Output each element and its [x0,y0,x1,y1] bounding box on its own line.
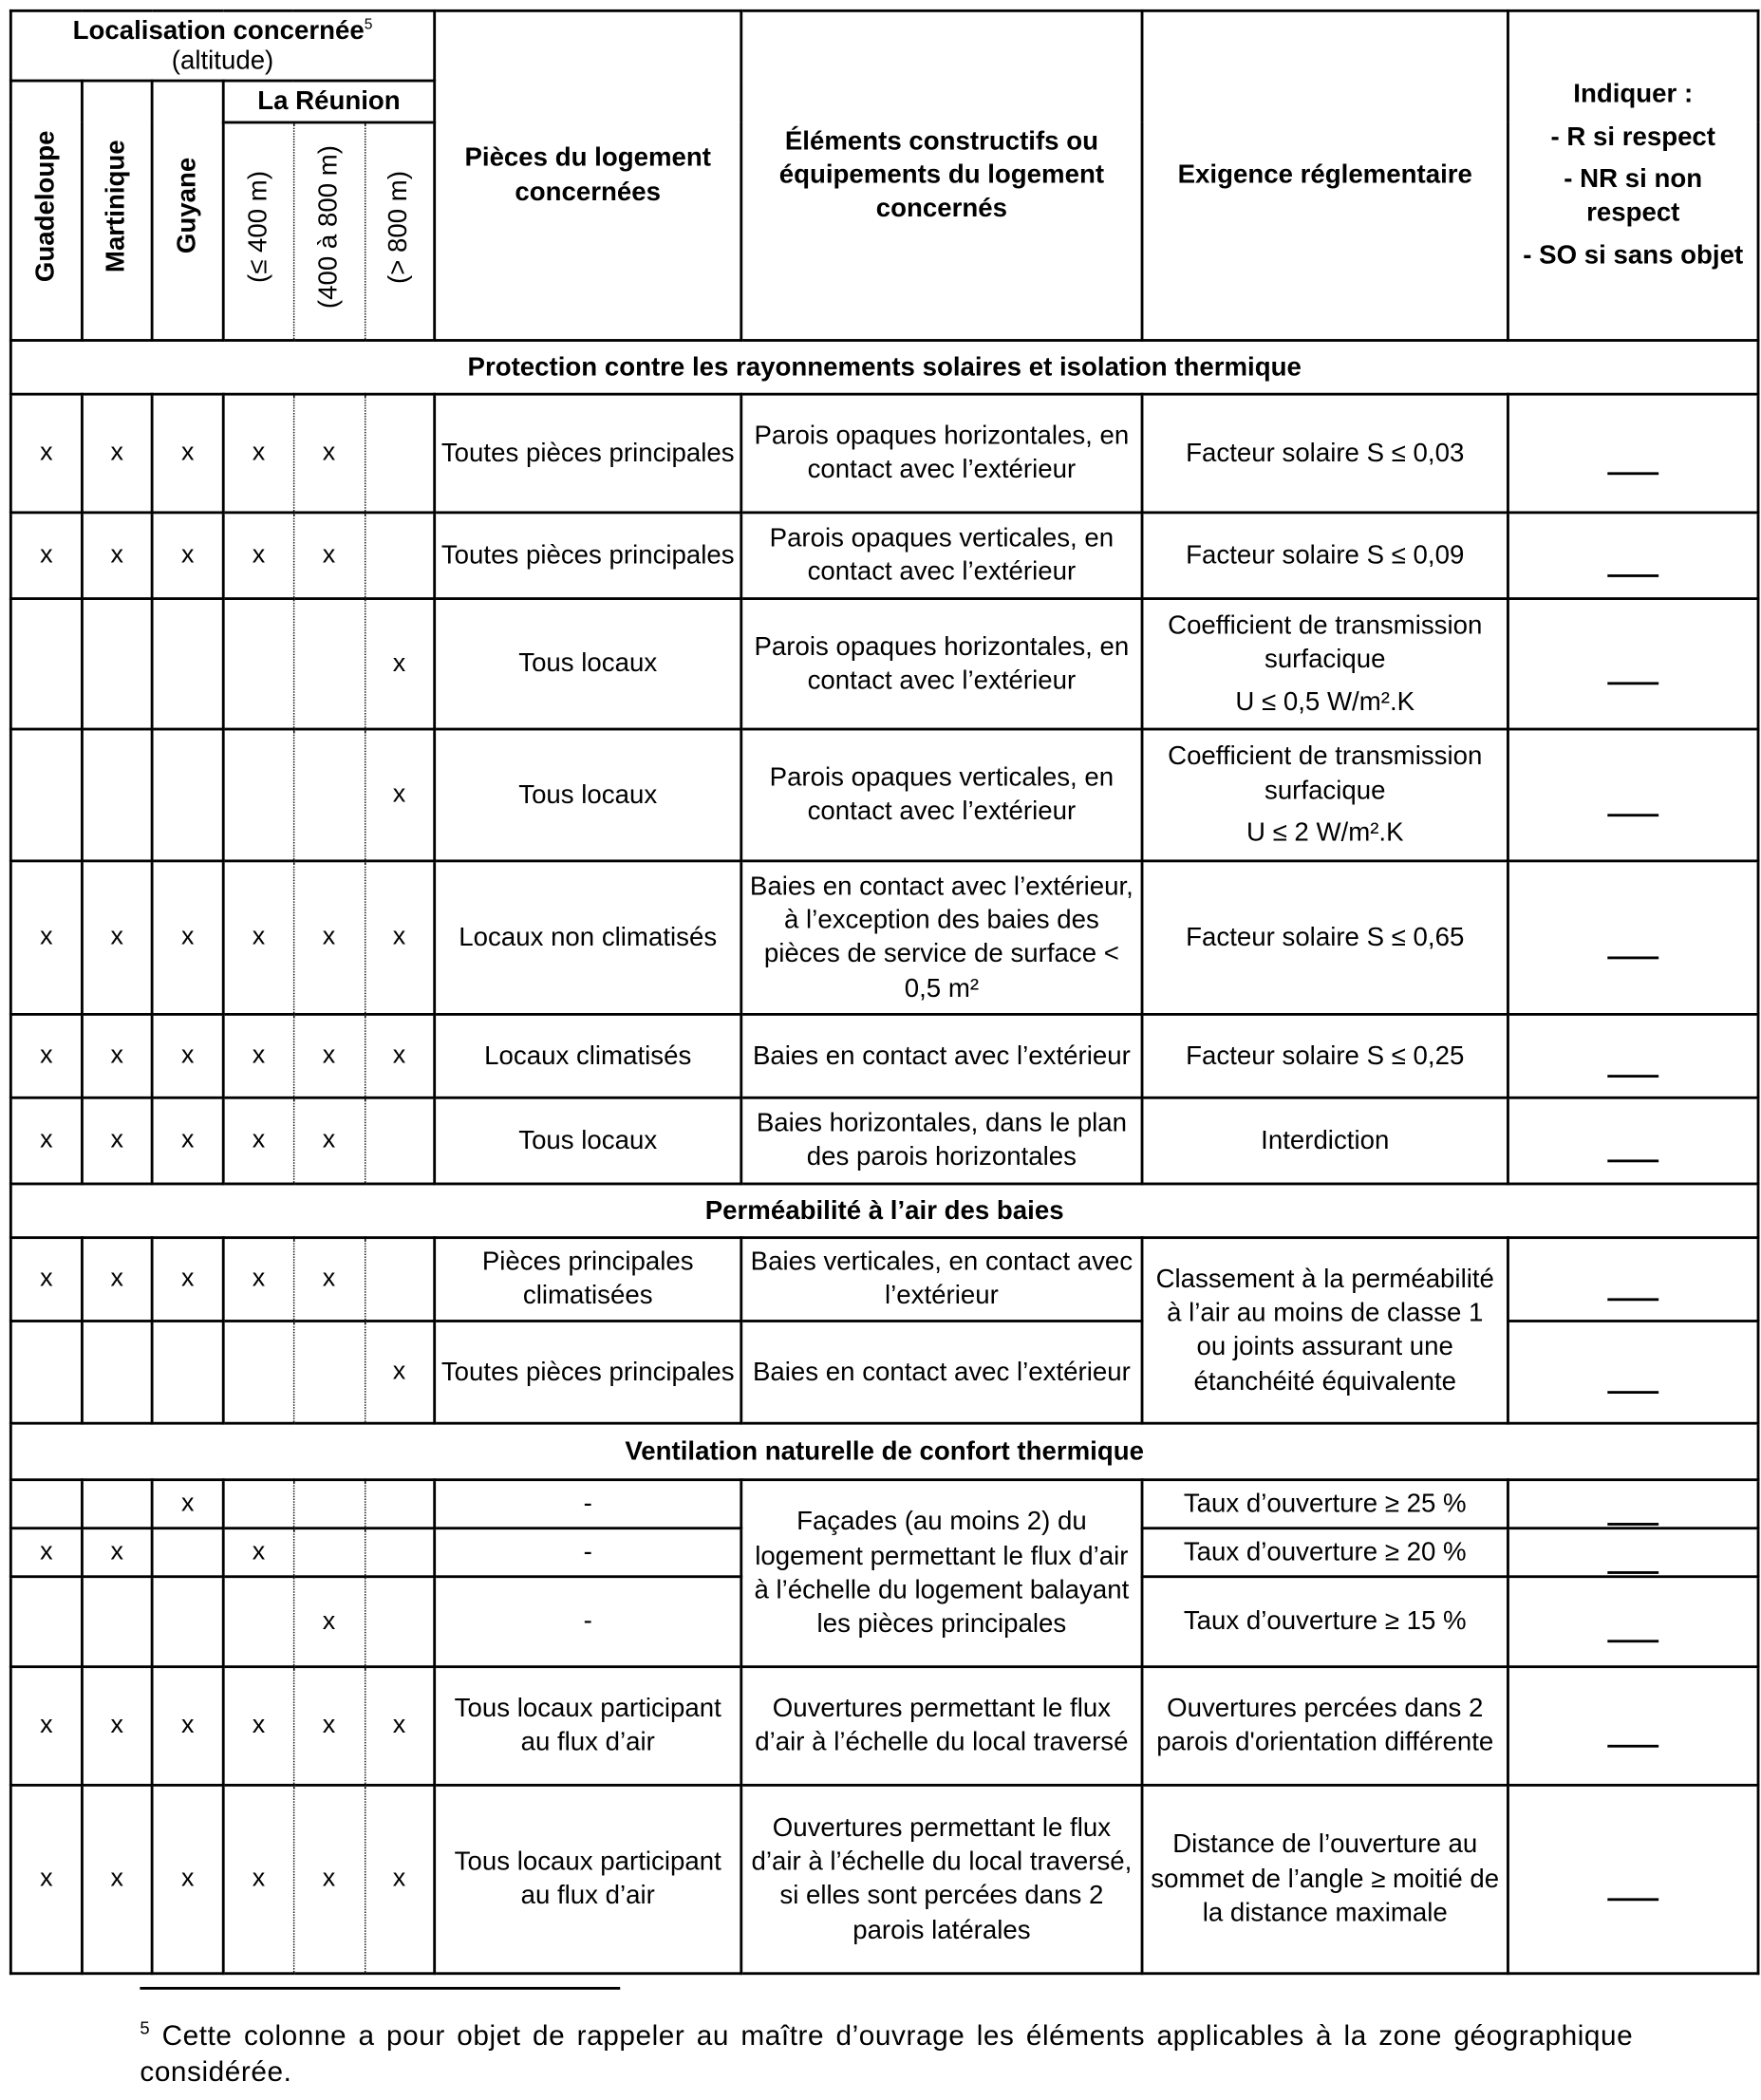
header-indiquer: Indiquer : - R si respect - NR si non respect - SO si sans objet [1508,10,1758,341]
section-permeabilite: Perméabilité à l’air des baies [10,1184,1758,1238]
answer-line[interactable] [1607,1898,1658,1901]
answer-line[interactable] [1607,956,1658,959]
table-row: x - Façades (au moins 2) du logement permettant le flux d’air à l’échelle du logement balayant les pièces principales Taux d’ouverture ≥ 25 % [10,1480,1758,1528]
requirements-table [9,9,1760,1976]
table-row: x Tous locaux Parois opaques verticales, en contact avec l’extérieur Coefficient de transmission surfacique U ≤ 2 W/m².K [10,730,1758,862]
answer-line[interactable] [1607,1641,1658,1643]
answer-line[interactable] [1607,683,1658,685]
table-row: x x x x x Tous locaux Baies horizontales, dans le plan des parois horizontales Interdiction [10,1098,1758,1185]
header-guadeloupe: Guadeloupe [10,81,82,341]
answer-line[interactable] [1607,1159,1658,1162]
table-row: x x x x x Toutes pièces principales Parois opaques horizontales, en contact avec l’extérieur Facteur solaire S ≤ 0,03 [10,395,1758,514]
section-ventilation: Ventilation naturelle de confort thermique [10,1424,1758,1481]
answer-line[interactable] [1607,472,1658,475]
header-pieces: Pièces du logement concernées [435,10,741,341]
header-elements: Éléments constructifs ou équipements du logement concernés [741,10,1142,341]
header-exigence: Exigence réglementaire [1142,10,1508,341]
table-row: x x x x x x Tous locaux participant au flux d’air Ouvertures permettant le flux d’air à l’échelle du local traversé Ouvertures percées dans 2 parois d'orientation différente [10,1667,1758,1786]
table-row: x x x x x Pièces principales climatisées Baies verticales, en contact avec l’extérieur Classement à la perméabilité à l’air au moins de classe 1 ou joints assurant une étanchéité équivalente [10,1238,1758,1322]
header-reunion: La Réunion [223,81,434,122]
header-alt-low: (≤ 400 m) [223,122,293,341]
footnote: $^5$ Cette colonne a pour objet de rappeler au maître d’ouvrage les éléments applicables à la zone géographique considérée. [140,2017,1634,2089]
answer-line[interactable] [1607,1523,1658,1526]
header-alt-mid: (400 à 800 m) [293,122,365,341]
footnote-separator [140,1987,620,1990]
answer-line[interactable] [1607,1391,1658,1394]
table-row: x x x x x x Locaux climatisés Baies en contact avec l’extérieur Facteur solaire S ≤ 0,25 [10,1015,1758,1098]
table-row: x Toutes pièces principales Baies en contact avec l’extérieur [10,1322,1758,1424]
table-row: x x x - Taux d’ouverture ≥ 20 % [10,1528,1758,1577]
header-localisation: Localisation concernée$^5$ (altitude) [10,10,434,81]
table-row: x x x x x x Tous locaux participant au flux d’air Ouvertures permettant le flux d’air à l’échelle du local traversé, si elles sont percées dans 2 parois latérales Distance de l’ouverture au sommet de l’angle ≥ moitié de la distance maximale [10,1786,1758,1974]
section-protection: Protection contre les rayonnements solaires et isolation thermique [10,341,1758,395]
table-row: x - Taux d’ouverture ≥ 15 % [10,1577,1758,1667]
table-row: x x x x x x Locaux non climatisés Baies en contact avec l’extérieur, à l’exception des baies des pièces de service de surface < 0,5 m² Facteur solaire S ≤ 0,65 [10,861,1758,1015]
answer-line[interactable] [1607,1075,1658,1078]
table-row: x Tous locaux Parois opaques horizontales, en contact avec l’extérieur Coefficient de transmission surfacique U ≤ 0,5 W/m².K [10,599,1758,729]
answer-line[interactable] [1607,1298,1658,1301]
answer-line[interactable] [1607,1744,1658,1747]
answer-line[interactable] [1607,814,1658,816]
header-alt-high: (> 800 m) [365,122,435,341]
header-martinique: Martinique [82,81,152,341]
header-guyane: Guyane [152,81,223,341]
answer-line[interactable] [1607,574,1658,577]
table-row: x x x x x Toutes pièces principales Parois opaques verticales, en contact avec l’extérieur Facteur solaire S ≤ 0,09 [10,513,1758,599]
answer-line[interactable] [1607,1571,1658,1574]
